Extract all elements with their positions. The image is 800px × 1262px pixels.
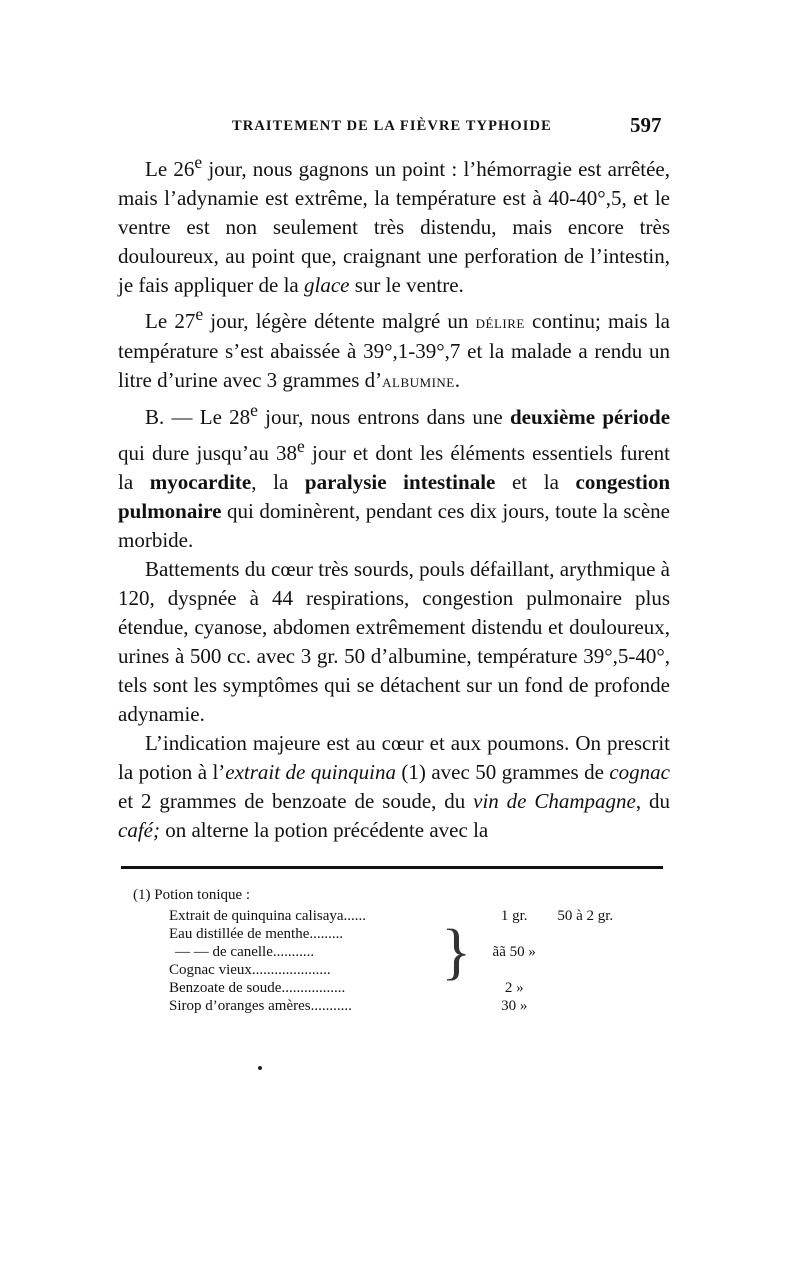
emphasis-extrait: extrait de quinquina [225,760,396,784]
recipe-row: Sirop d’oranges amères........... 30 » [169,998,528,1014]
recipe-row: Benzoate de soude................. 2 » [169,980,524,996]
recipe-table [169,907,653,1015]
paragraph-1: Le 26e jour, nous gagnons un point : l’hémorragie est arrêtée, mais l’adynamie est extrême, la température est à 40-40°,5, et le ventre est non seulement très distendu, mais encore très douloureux, au point que, craignant une perforation de l’intestin, je fais appliquer de la glace sur le ventre. [118,152,670,297]
bold-paralysie-intestinale: paralysie intestinale [304,470,496,494]
emphasis-cognac: cognac [609,760,670,784]
paragraph-4: Battements du cœur très sourds, pouls défaillant, arythmique à 120, dyspnée à 44 respirations, congestion pulmonaire plus étendue, cyanose, abdomen extrêmement distendu et douloureux, urines à 500 cc. avec 3 gr. 50 d’albumine, température 39°,5-40°, tels sont les symptômes qui se détachent sur un fond de profonde adynamie. [118,557,670,726]
page-number: 597 [630,113,662,137]
emphasis-cafe: café; [118,818,160,842]
bold-deuxieme-periode: deuxième période [509,405,671,429]
emphasis-glace: glace [304,273,350,297]
footnote [133,886,653,1015]
recipe-row: — — de canelle........... ãã 50 » [175,944,536,960]
small-caps-delire: délire [475,312,525,332]
recipe-row: Cognac vieux..................... [169,962,331,978]
paragraph-2: Le 27e jour, légère détente malgré un délire continu; mais la température s’est abaissée à 39°,1-39°,7 et la malade a rendu un litre d’urine avec 3 grammes d’albumine. [118,304,670,392]
brace-icon: } [441,918,472,986]
emphasis-vin-champagne: vin de Champagne [473,789,636,813]
bold-myocardite: myocardite [149,470,252,494]
small-caps-albumine: albumine [382,371,455,391]
recipe-row: Eau distillée de menthe......... } [169,918,472,986]
body-text [118,148,670,845]
paragraph-5: L’indication majeure est au cœur et aux poumons. On prescrit la potion à l’extrait de quinquina (1) avec 50 grammes de cognac et 2 grammes de benzoate de soude, du vin de Champagne, du café; on alterne la potion précédente avec la [118,731,670,842]
footnote-separator [121,866,663,869]
running-title: TRAITEMENT DE LA FIÈVRE TYPHOIDE [232,118,552,134]
ink-speck [258,1066,262,1070]
bold-congestion-pulmonaire: congestion pulmonaire [118,470,671,523]
paragraph-3: B. — Le 28e jour, nous entrons dans une deuxième période qui dure jusqu’au 38e jour et dont les éléments essentiels furent la myocardite, la paralysie intestinale et la congestion pulmonaire qui dominèrent, pendant ces dix jours, toute la scène morbide. [118,400,671,552]
recipe-row: Extrait de quinquina calisaya...... 1 gr. 50 à 2 gr. [169,908,614,924]
footnote-title: (1) Potion tonique : [133,887,251,903]
